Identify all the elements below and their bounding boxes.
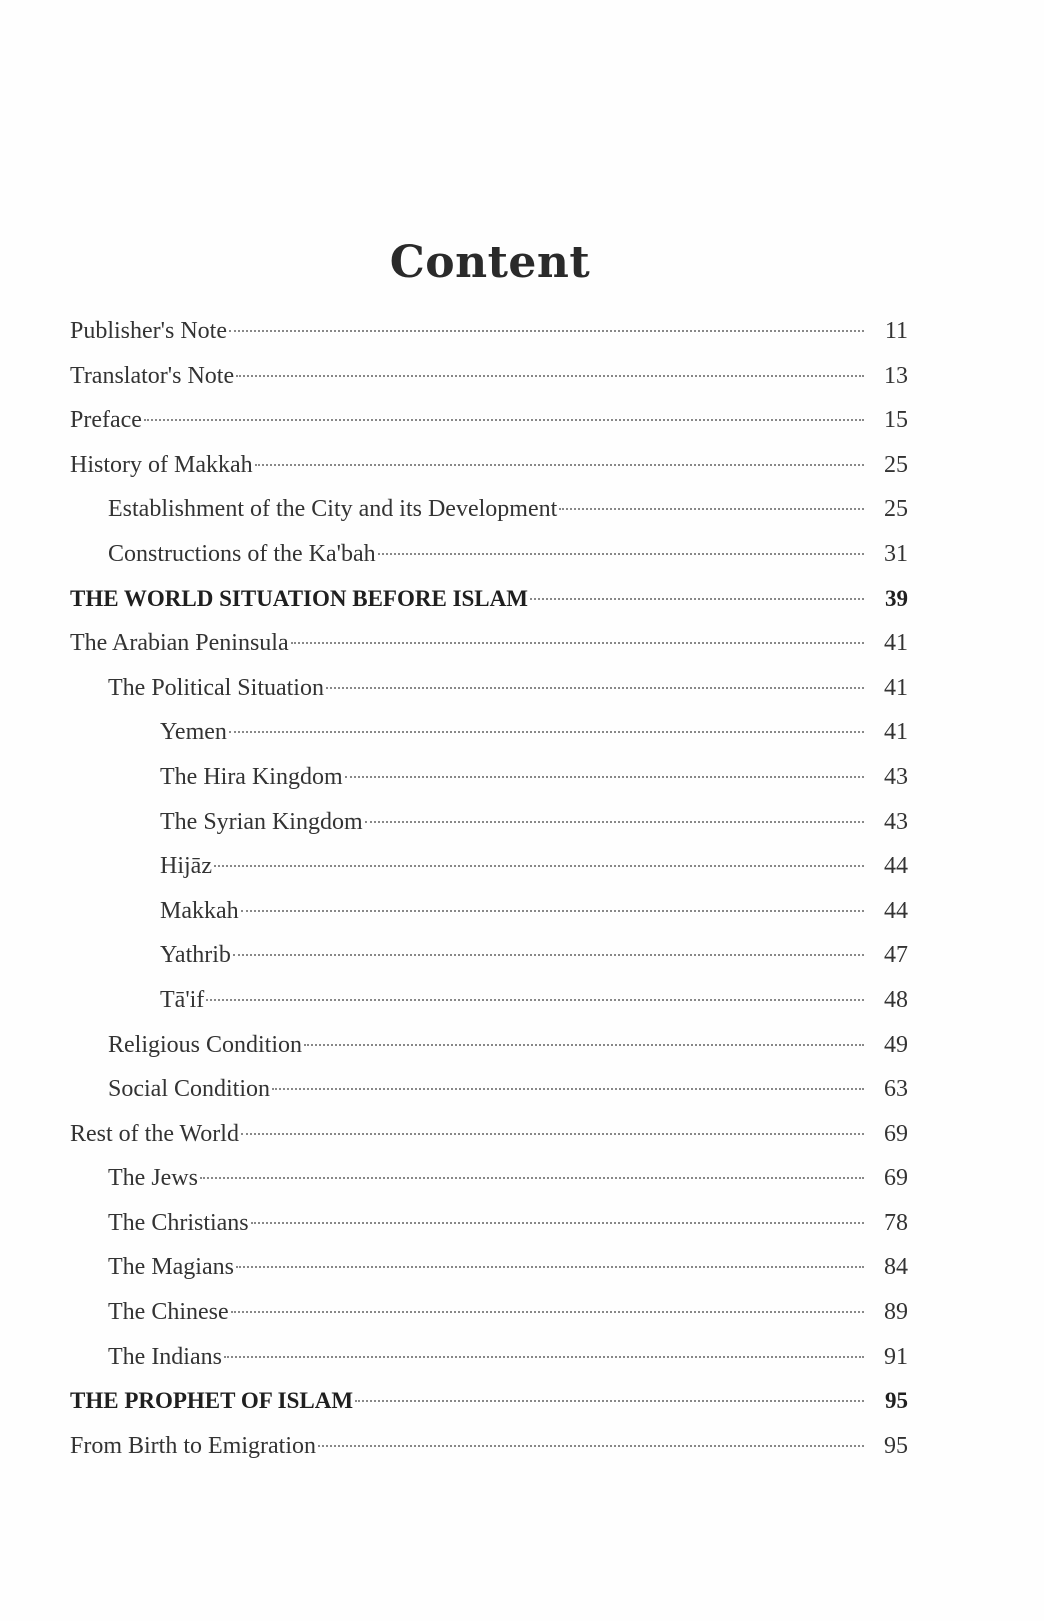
toc-entry-page-number: 95	[885, 1388, 908, 1414]
toc-entry	[70, 898, 908, 943]
toc-entry-title: Rest of the World	[70, 1120, 239, 1147]
toc-entry-title: History of Makkah	[70, 451, 253, 478]
toc-entry-page-number: 41	[884, 719, 908, 746]
toc-entry	[70, 853, 908, 898]
toc-entry	[70, 764, 908, 809]
dot-leader	[236, 1266, 864, 1268]
toc-entry-title: The Political Situation	[108, 674, 324, 701]
toc-entry-page-number: 13	[884, 362, 908, 389]
dot-leader	[559, 508, 864, 510]
toc-entry	[70, 1254, 908, 1299]
toc-entry	[70, 1299, 908, 1344]
dot-leader	[233, 954, 864, 956]
toc-entry-page-number: 89	[884, 1299, 908, 1326]
toc-entry-page-number: 48	[884, 986, 908, 1013]
dot-leader	[378, 553, 864, 555]
toc-entry-title: Establishment of the City and its Development	[108, 496, 558, 523]
toc-entry-page-number: 43	[884, 808, 908, 835]
toc-entry	[70, 1076, 908, 1121]
toc-entry-page-number: 69	[884, 1120, 908, 1147]
dot-leader	[291, 642, 864, 644]
dot-leader	[229, 731, 864, 733]
dot-leader	[229, 330, 864, 332]
toc-entry	[70, 987, 908, 1032]
toc-entry	[70, 318, 908, 363]
toc-entry-title: Tā'if	[160, 986, 205, 1013]
toc-entry-page-number: 11	[884, 318, 908, 344]
toc-entry-page-number: 31	[884, 540, 908, 567]
toc-entry-title: The Syrian Kingdom	[160, 808, 363, 835]
toc-entry-title: The Arabian Peninsula	[70, 630, 289, 657]
toc-entry-page-number: 47	[884, 942, 908, 969]
dot-leader	[304, 1044, 864, 1046]
toc-entry	[70, 363, 908, 408]
toc-entry-page-number: 69	[884, 1165, 908, 1192]
dot-leader	[318, 1445, 864, 1447]
table-of-contents	[70, 318, 908, 1477]
toc-entry-title: Social Condition	[108, 1076, 270, 1103]
toc-entry-title: Translator's Note	[70, 362, 235, 389]
dot-leader	[236, 375, 864, 377]
toc-entry-title: The Christians	[108, 1209, 249, 1236]
toc-entry-page-number: 25	[884, 451, 908, 478]
toc-entry-page-number: 25	[884, 496, 908, 523]
toc-entry	[70, 1344, 908, 1389]
toc-entry-title: The Chinese	[108, 1299, 229, 1326]
dot-leader	[241, 910, 864, 912]
page-title: Content	[389, 237, 591, 289]
toc-entry-title: Religious Condition	[108, 1031, 303, 1058]
dot-leader	[224, 1356, 864, 1358]
toc-entry-title: Publisher's Note	[70, 318, 227, 344]
toc-entry-title: The Hira Kingdom	[160, 763, 343, 790]
toc-entry-title: Yathrib	[160, 942, 231, 969]
dot-leader	[241, 1133, 864, 1135]
toc-entry-page-number: 91	[884, 1343, 908, 1370]
dot-leader	[255, 464, 864, 466]
toc-entry-title: Constructions of the Ka'bah	[108, 540, 376, 567]
dot-leader	[355, 1400, 864, 1402]
dot-leader	[251, 1222, 864, 1224]
toc-entry	[70, 1032, 908, 1077]
toc-entry	[70, 452, 908, 497]
toc-entry-title: Preface	[70, 407, 142, 434]
toc-entry-page-number: 15	[884, 407, 908, 434]
dot-leader	[326, 687, 864, 689]
dot-leader	[200, 1177, 864, 1179]
toc-entry-title: Hijāz	[160, 853, 212, 880]
toc-entry-title: The Jews	[108, 1165, 198, 1192]
toc-entry-title: From Birth to Emigration	[70, 1432, 316, 1459]
toc-entry	[70, 942, 908, 987]
dot-leader	[214, 865, 864, 867]
dot-leader	[144, 419, 864, 421]
dot-leader	[530, 598, 864, 600]
toc-entry-page-number: 63	[884, 1076, 908, 1103]
toc-entry-page-number: 41	[884, 630, 908, 657]
dot-leader	[365, 821, 864, 823]
toc-entry	[70, 630, 908, 675]
toc-entry-page-number: 41	[884, 674, 908, 701]
toc-entry-title: Yemen	[160, 719, 227, 746]
toc-entry-page-number: 43	[884, 763, 908, 790]
toc-entry	[70, 675, 908, 720]
toc-entry-page-number: 95	[884, 1432, 908, 1459]
toc-entry	[70, 719, 908, 764]
toc-entry	[70, 1121, 908, 1166]
toc-entry	[70, 407, 908, 452]
toc-entry-page-number: 44	[884, 853, 908, 880]
dot-leader	[231, 1311, 864, 1313]
toc-entry-page-number: 84	[884, 1254, 908, 1281]
dot-leader	[345, 776, 864, 778]
toc-entry	[70, 496, 908, 541]
toc-entry	[70, 586, 908, 631]
toc-entry	[70, 1388, 908, 1433]
dot-leader	[206, 999, 864, 1001]
toc-entry-page-number: 78	[884, 1209, 908, 1236]
toc-entry-page-number: 39	[885, 585, 908, 611]
toc-entry	[70, 809, 908, 854]
toc-entry	[70, 1165, 908, 1210]
toc-entry	[70, 1433, 908, 1478]
toc-entry-title: The Magians	[108, 1254, 234, 1281]
toc-entry	[70, 541, 908, 586]
toc-entry-title: THE WORLD SITUATION BEFORE ISLAM	[70, 585, 528, 611]
toc-entry-title: The Indians	[108, 1343, 222, 1370]
toc-entry-title: Makkah	[160, 897, 239, 924]
toc-entry-page-number: 44	[884, 897, 908, 924]
toc-entry	[70, 1210, 908, 1255]
toc-entry-title: THE PROPHET OF ISLAM	[70, 1388, 354, 1414]
toc-entry-page-number: 49	[884, 1031, 908, 1058]
dot-leader	[272, 1088, 864, 1090]
